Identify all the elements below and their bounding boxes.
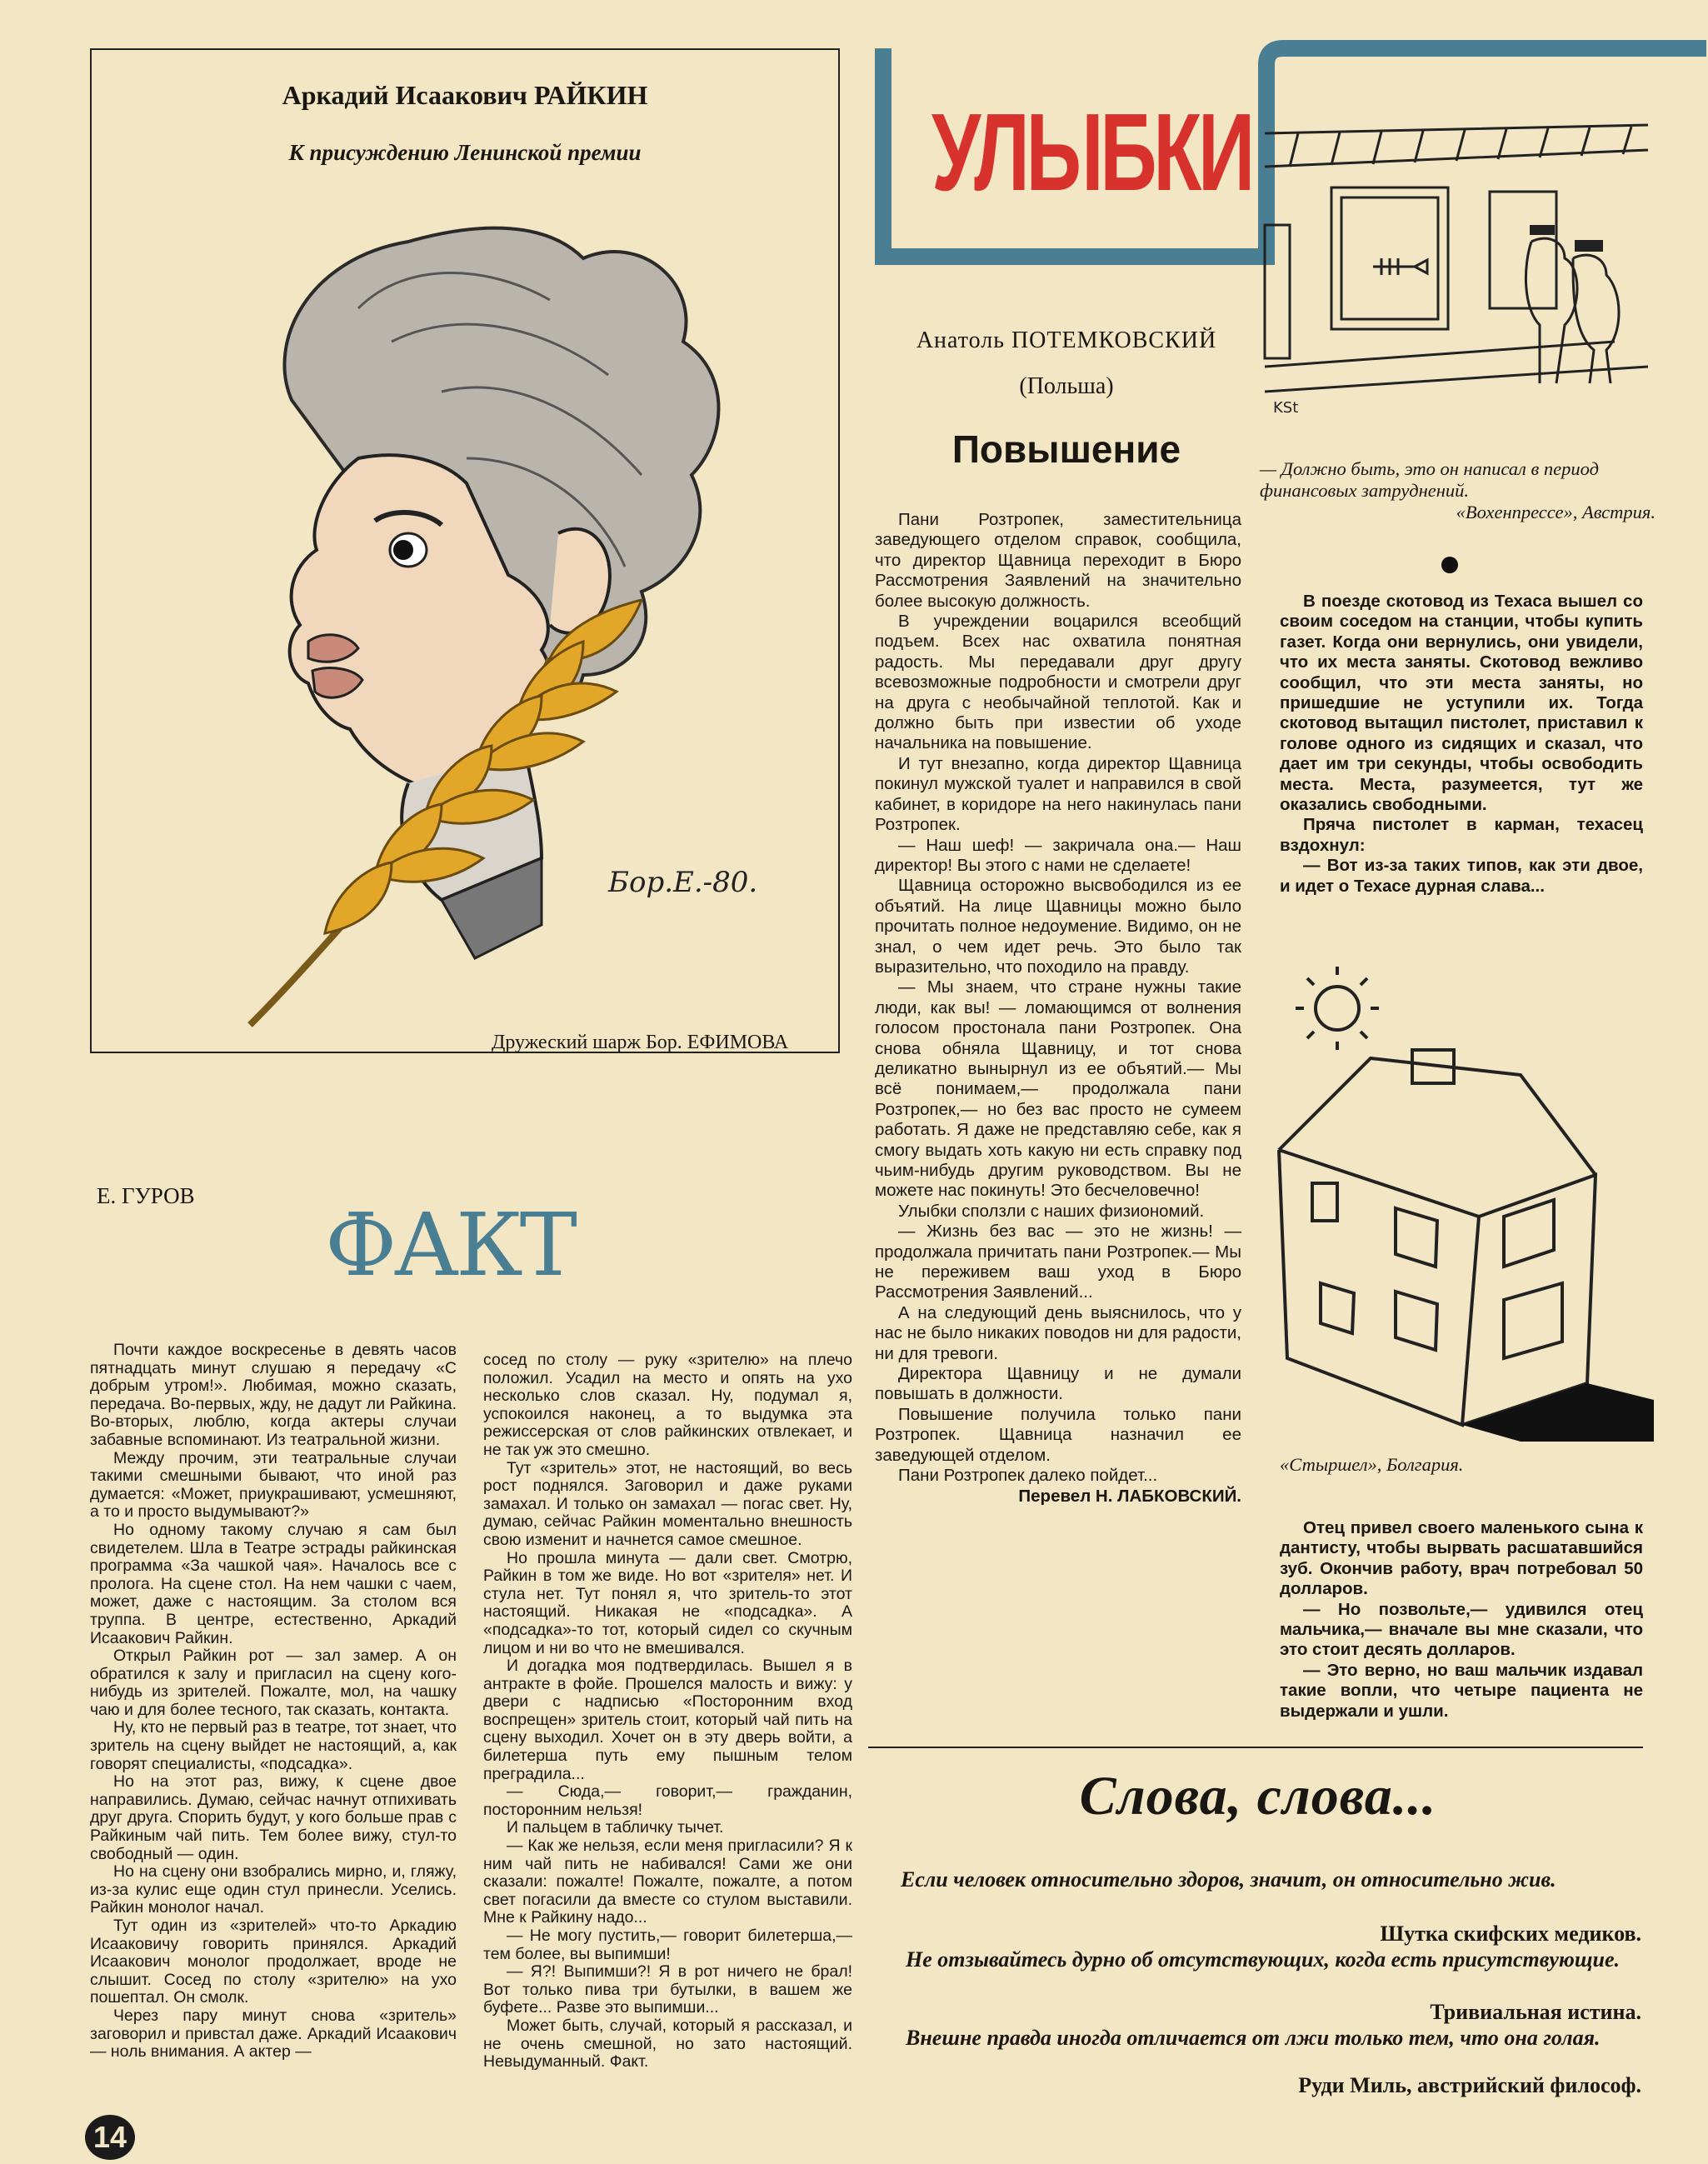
fakt-paragraph: Через пару минут снова «зритель» заговорил и привстал даже. Аркадий Исаакович — ноль внимания. А актер —	[90, 2006, 457, 2062]
anecdote-paragraph: В поезде скотовод из Техаса вышел со своим соседом на станции, чтобы купить газет. Когда они вернулись, они увидели, что их места заняты. Скотовод вежливо сообщил, что эти места заняты, но пришедшие не уступили их. Тогда скотовод вытащил пистолет, приставил к голове одного из сидящих и сказал, что дает им три секунды, чтобы освободить места. Места, разумеется, тут же оказались свободными.	[1280, 592, 1643, 815]
caricature-illustration	[192, 208, 775, 1033]
bullet-dot	[1441, 557, 1458, 573]
story-paragraph: — Жизнь без вас — это не жизнь! — продолжала причитать пани Розтропек.— Мы не переживем ваш уход в Бюро Рассмотрения Заявлений...	[875, 1222, 1241, 1302]
story-body	[875, 510, 1241, 1507]
fakt-paragraph: — Не могу пустить,— говорит билетерша,— тем более, вы выпимши!	[483, 1927, 852, 1963]
house-cartoon	[1271, 967, 1662, 1442]
fakt-paragraph: — Как же нельзя, если меня пригласили? Я к ним чай пить не набивался! Сами же они сказали: пожалте! Пожалте, пожалте, а потом свет погасили да вместе со стулом выставили. Мне к Райкину надо...	[483, 1837, 852, 1927]
portrait-name: Аркадий Исаакович РАЙКИН	[282, 80, 648, 110]
rubric-title: УЛЫБКИ	[931, 91, 1251, 213]
fakt-author: Е. ГУРОВ	[97, 1183, 195, 1208]
fakt-title: ФАКТ	[325, 1194, 574, 1296]
fakt-paragraph: — Сюда,— говорит,— гражданин, посторонним нельзя!	[483, 1782, 852, 1819]
fakt-paragraph: Ну, кто не первый раз в театре, тот знает, что зритель на сцену выйдет не настоящий, а, как говорят специалисты, «подсадка».	[90, 1718, 457, 1773]
story-paragraph: Улыбки сползли с наших физиономий.	[898, 1201, 1205, 1221]
texas-anecdote	[1280, 592, 1643, 897]
artist-signature: Бор.Е.-80.	[608, 866, 758, 899]
fakt-paragraph: Но прошла минута — дали свет. Смотрю, Райкин в том же виде. Но вот «зрителя» нет. И стула нет. Тут понял я, что зритель-то этот настоящий. Никакая не «подсадка». А «подсадка»-то тот, который сидел со скучным лицом и ни во что не вмешивался.	[483, 1548, 852, 1657]
story-paragraph: А на следующий день выяснилось, что у нас не было никаких поводов ни для радости, ни для тревоги.	[875, 1302, 1241, 1363]
anecdote-paragraph: Отец привел своего маленького сына к дантисту, чтобы вырвать расшатавшийся зуб. Окончив работу, врач потребовал 50 долларов.	[1280, 1518, 1643, 1599]
fakt-paragraph: сосед по столу — руку «зрителю» на плечо положил. Усадил на место и опять на ухо несколько слов сказал. Ну, подумал я, успокоился наконец, а то выдумка эта режиссерская от слов райкинских отвлекает, и не так уж это смешно.	[483, 1351, 852, 1459]
story-paragraph: В учреждении воцарился всеобщий подъем. Всех нас охватила понятная радость. Мы передавали друг другу всевозможные подробности и смотрели друг на друга с необычайной теплотой. Как и должно быть при известии об уходе начальника на повышение.	[875, 612, 1241, 753]
fakt-paragraph: Открыл Райкин рот — зал замер. А он обратился к залу и пригласил на сцену кого-нибудь из зрителей. Пожалте, мол, на чашку чаю и для более тесного, так сказать, контакта.	[90, 1647, 457, 1719]
story-paragraph: Пани Розтропек, заместительница заведующего отделом справок, сообщила, что директор Щавница переходит в Бюро Рассмотрения Заявлений на значительно более высокую должность.	[875, 510, 1241, 611]
story-paragraph: — Мы знаем, что стране нужны такие люди, как вы! — ломающимся от волнения голосом простонала пани Розтропек. Она снова обняла Щавницу, и тот снова деликатно вынырнул из ее объятий.— Мы всё понимаем,— продолжала пани Розтропек,— но без вас просто не сумеем работать. Я даже не представляю себе, как я смогу выдать хоть какую ни есть справку под чьим-нибудь другим руководством. Вы не можете нас покинуть! Это бесчеловечно!	[875, 977, 1241, 1201]
section-divider	[868, 1747, 1643, 1748]
story-paragraph: Пани Розтропек далеко пойдет...	[898, 1466, 1158, 1486]
quote-text: Не отзывайтесь дурно об отсутствующих, когда есть присутствующие.	[906, 1947, 1621, 1972]
cartoon-signature: KSt	[1273, 399, 1299, 417]
story-paragraph: — Наш шеф! — закричала она.— Наш директор! Вы этого с нами не сделаете!	[875, 835, 1241, 875]
quote-author: Тривиальная истина.	[1430, 2000, 1641, 2024]
fakt-paragraph: Между прочим, эти театральные случаи такими смешными бывают, что иной раз думается: «Может, приукрашивают, усмешняют, а то и просто выдумывают?»	[90, 1448, 457, 1522]
fakt-paragraph: Почти каждое воскресенье в девять часов пятнадцать минут слушаю я передачу «С добрым утром!». Любимая, можно сказать, передача. Во-первых, жду, не дадут ли Райкина. Во-вторых, люблю, когда актеры случаи забавные вспоминают. Из театральной жизни.	[90, 1341, 457, 1449]
museum-cartoon	[1265, 117, 1648, 417]
fakt-paragraph: — Я?! Выпимши?! Я в рот ничего не брал! Вот только пива три бутылки, в вашем же буфете... Разве это выпимши...	[483, 1962, 852, 2017]
story-country: (Польша)	[1019, 373, 1114, 399]
story-translator: Перевел Н. ЛАБКОВСКИЙ.	[1018, 1486, 1241, 1506]
cartoon1-caption-text: — Должно быть, это он написал в период финансовых затруднений.	[1260, 458, 1599, 501]
cartoon1-caption	[1260, 458, 1656, 523]
anecdote-paragraph: — Это верно, но ваш мальчик издавал такие вопли, что четыре пациента не выдержали и ушли.	[1280, 1660, 1643, 1721]
story-author: Анатоль ПОТЕМКОВСКИЙ	[916, 327, 1217, 353]
cartoon2-caption: «Стыршел», Болгария.	[1280, 1454, 1464, 1475]
fakt-paragraph: Тут «зритель» этот, не настоящий, во весь рост поднялся. Заговорил и даже руками замахал. И только он замахал — погас свет. Ну, думаю, сейчас Райкин моментально внешность свою изменит и начнется самое смешное.	[483, 1458, 852, 1549]
story-title: Повышение	[951, 427, 1181, 471]
fakt-paragraph: Тут один из «зрителей» что-то Аркадию Исааковичу говорить принялся. Аркадий Исаакович монолог продолжает, вроде не слышит. Сосед по столу «зрителю» на ухо пошептал. Он смолк.	[90, 1917, 457, 2007]
fakt-column-2	[483, 1352, 852, 2072]
fakt-paragraph: Но на сцену они взобрались мирно, и, гляжу, из-за кулис еще один стул принесли. Уселись. Райкин монолог начал.	[90, 1862, 457, 1917]
anecdote-paragraph: — Но позвольте,— удивился отец мальчика,— вначале вы мне сказали, что это стоит десять долларов.	[1280, 1599, 1643, 1660]
fakt-paragraph: Но одному такому случаю я сам был свидетелем. Шла в Театре эстрады райкинская программа «За чашкой чая». Началось все с пролога. На сцене стол. На нем чашки с чаем, может, даже с настоящим. За столом вся труппа. В центре, естественно, Аркадий Исаакович Райкин.	[90, 1520, 457, 1647]
story-paragraph: Повышение получила только пани Розтропек. Щавница назначил ее заведующей отделом.	[875, 1404, 1241, 1465]
cartoon1-source: «Вохенпрессе», Австрия.	[1456, 502, 1656, 522]
quote-author: Шутка скифских медиков.	[1380, 1922, 1641, 1946]
fakt-title-logo	[325, 1182, 574, 1296]
page-number: 14	[85, 2115, 135, 2160]
story-paragraph: И тут внезапно, когда директор Щавница покинул мужской туалет и направился в свой кабинет, в коридоре на него накинулась пани Розтропек.	[875, 753, 1241, 835]
anecdote-paragraph: Пряча пистолет в карман, техасец вздохнул:	[1280, 815, 1643, 855]
story-paragraph: Директора Щавницу и не думали повышать в должности.	[875, 1364, 1241, 1404]
fakt-paragraph: Но на этот раз, вижу, к сцене двое направились. Думаю, сейчас начнут отпихивать друг друга. Спорить будут, у кого больше прав с Райкиным чай пить. Тем более вижу, стул-то свободный — один.	[90, 1772, 457, 1863]
anecdote-paragraph: — Вот из-за таких типов, как эти двое, и идет о Техасе дурная слава...	[1280, 856, 1643, 896]
dentist-anecdote	[1280, 1518, 1643, 1722]
fakt-paragraph: И пальцем в табличку тычет.	[507, 1818, 724, 1837]
portrait-credit: Дружеский шарж Бор. ЕФИМОВА	[492, 1032, 789, 1053]
quote-text: Если человек относительно здоров, значит, он относительно жив.	[901, 1867, 1556, 1892]
slova-title: Слова, слова...	[1079, 1766, 1437, 1827]
fakt-column-1	[90, 1342, 457, 2062]
fakt-paragraph: Может быть, случай, который я рассказал, и не очень смешной, но зато настоящий. Невыдуманный. Факт.	[483, 2016, 852, 2072]
quote-text: Внешне правда иногда отличается от лжи только тем, что она голая.	[906, 2026, 1601, 2050]
portrait-subtitle: К присуждению Ленинской премии	[288, 140, 642, 165]
fakt-paragraph: И догадка моя подтвердилась. Вышел я в антракте в фойе. Прошелся малость и вижу: у двери с надписью «Посторонним вход воспрещен» зритель стоит, который чай пить на сцену выходил. Хочет он в эту дверь войти, а билетерша путь ему пышным телом преградила...	[483, 1657, 852, 1783]
quote-author: Руди Миль, австрийский философ.	[1298, 2073, 1641, 2097]
story-paragraph: Щавница осторожно высвободился из ее объятий. На лице Щавницы можно было прочитать полное недоумение. Видимо, он не знал, о чем идет речь. Это было так выразительно, что походило на правду.	[875, 876, 1241, 977]
